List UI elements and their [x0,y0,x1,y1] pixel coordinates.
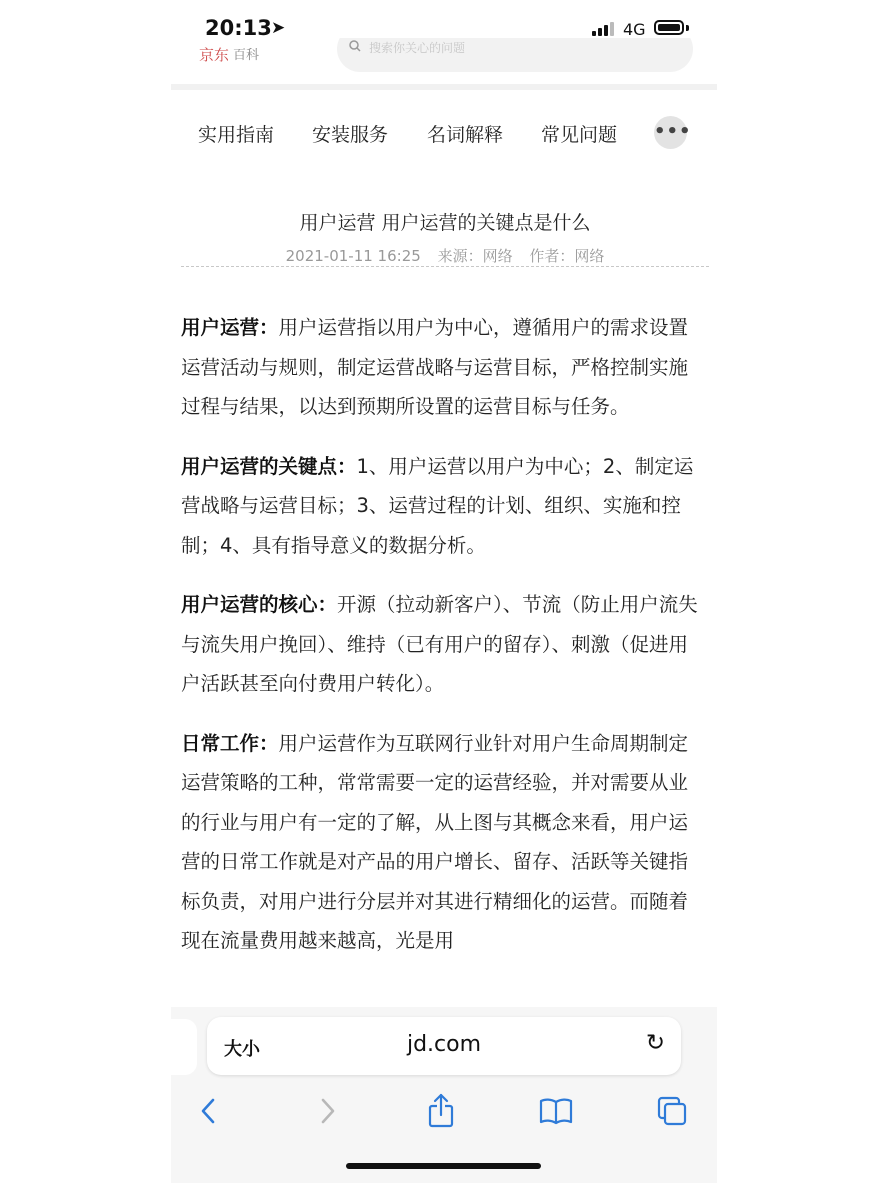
forward-button[interactable] [307,1091,347,1131]
paragraph-text: 开源（拉动新客户）、节流（防止用户流失与流失用户挽回）、维持（已有用户的留存）、刺激（促进用户活跃甚至向付费用户转化）。 [181,593,698,695]
share-button[interactable] [421,1091,461,1131]
paragraph-text: 用户运营作为互联网行业针对用户生命周期制定运营策略的工种，常常需要一定的运营经验，并对需要从业的行业与用户有一定的了解，从上图与其概念来看，用户运营的日常工作就是对产品的用户增长、留存、活跃等关键指标负责，对用户进行分层并对其进行精细化的运营。而随着现在流量费用越来越高，光是用 [181,731,689,952]
browser-bottom-bar [171,1007,717,1183]
article-title: 用户运营 用户运营的关键点是什么 [299,212,591,234]
article-card [177,90,713,1010]
paragraph-lead: 用户运营： [181,316,279,339]
tab-guide[interactable]: 实用指南 [198,124,275,146]
signal-icon [592,22,616,36]
battery-icon [654,20,684,35]
browser-toolbar [171,1091,717,1131]
home-indicator[interactable] [346,1163,541,1169]
search-placeholder: 搜索你关心的问题 [369,41,466,55]
reload-icon[interactable]: ↻ [645,1030,665,1056]
paragraph [181,585,701,704]
chevron-right-icon [317,1096,337,1126]
previous-tab-peek[interactable] [171,1019,197,1075]
paragraph-text: 1、用户运营以用户为中心；2、制定运营战略与运营目标；3、运营过程的计划、组织、实施和控制；4、具有指导意义的数据分析。 [181,454,694,557]
category-tabs [177,110,713,154]
meta-divider [181,266,709,267]
article-meta [177,245,713,266]
bookmarks-button[interactable] [536,1091,576,1131]
back-button[interactable] [189,1091,229,1131]
tabs-button[interactable] [652,1091,692,1131]
url-text[interactable]: jd.com [406,1032,482,1057]
tab-glossary[interactable]: 名词解释 [427,124,504,146]
paragraph-lead: 日常工作： [181,731,279,755]
paragraph [181,724,701,961]
search-input[interactable] [337,38,693,72]
location-arrow-icon: ➤ [271,18,286,38]
article-source: 来源：网络 [437,247,513,265]
tab-faq[interactable]: 常见问题 [541,124,618,146]
paragraph [181,308,701,427]
phone-screen [171,0,717,1183]
text-size-button[interactable]: 大小 [224,1039,260,1060]
book-icon [538,1096,574,1126]
share-icon [426,1093,456,1129]
paragraph [181,447,701,566]
article-author: 作者：网络 [529,247,605,265]
search-icon [349,40,361,56]
tab-install[interactable]: 安装服务 [312,124,389,146]
paragraph-text: 用户运营指以用户为中心，遵循用户的需求设置运营活动与规则，制定运营战略与运营目标，严格控制实施过程与结果，以达到预期所设置的运营目标与任务。 [181,316,689,418]
article-body [181,308,701,981]
paragraph-lead: 用户运营的核心： [181,593,338,616]
site-logo[interactable]: 京东 [199,46,230,64]
chevron-left-icon [199,1096,219,1126]
site-header [171,38,717,84]
paragraph-lead: 用户运营的关键点： [181,454,357,478]
status-time: 20:13 [205,16,272,40]
address-bar[interactable] [207,1017,681,1075]
tabs-icon [656,1095,688,1127]
site-logo-sub: 百科 [233,48,260,63]
network-type: 4G [623,20,646,39]
more-options-button[interactable]: ••• [654,116,687,149]
article-date: 2021-01-11 16:25 [285,247,421,265]
